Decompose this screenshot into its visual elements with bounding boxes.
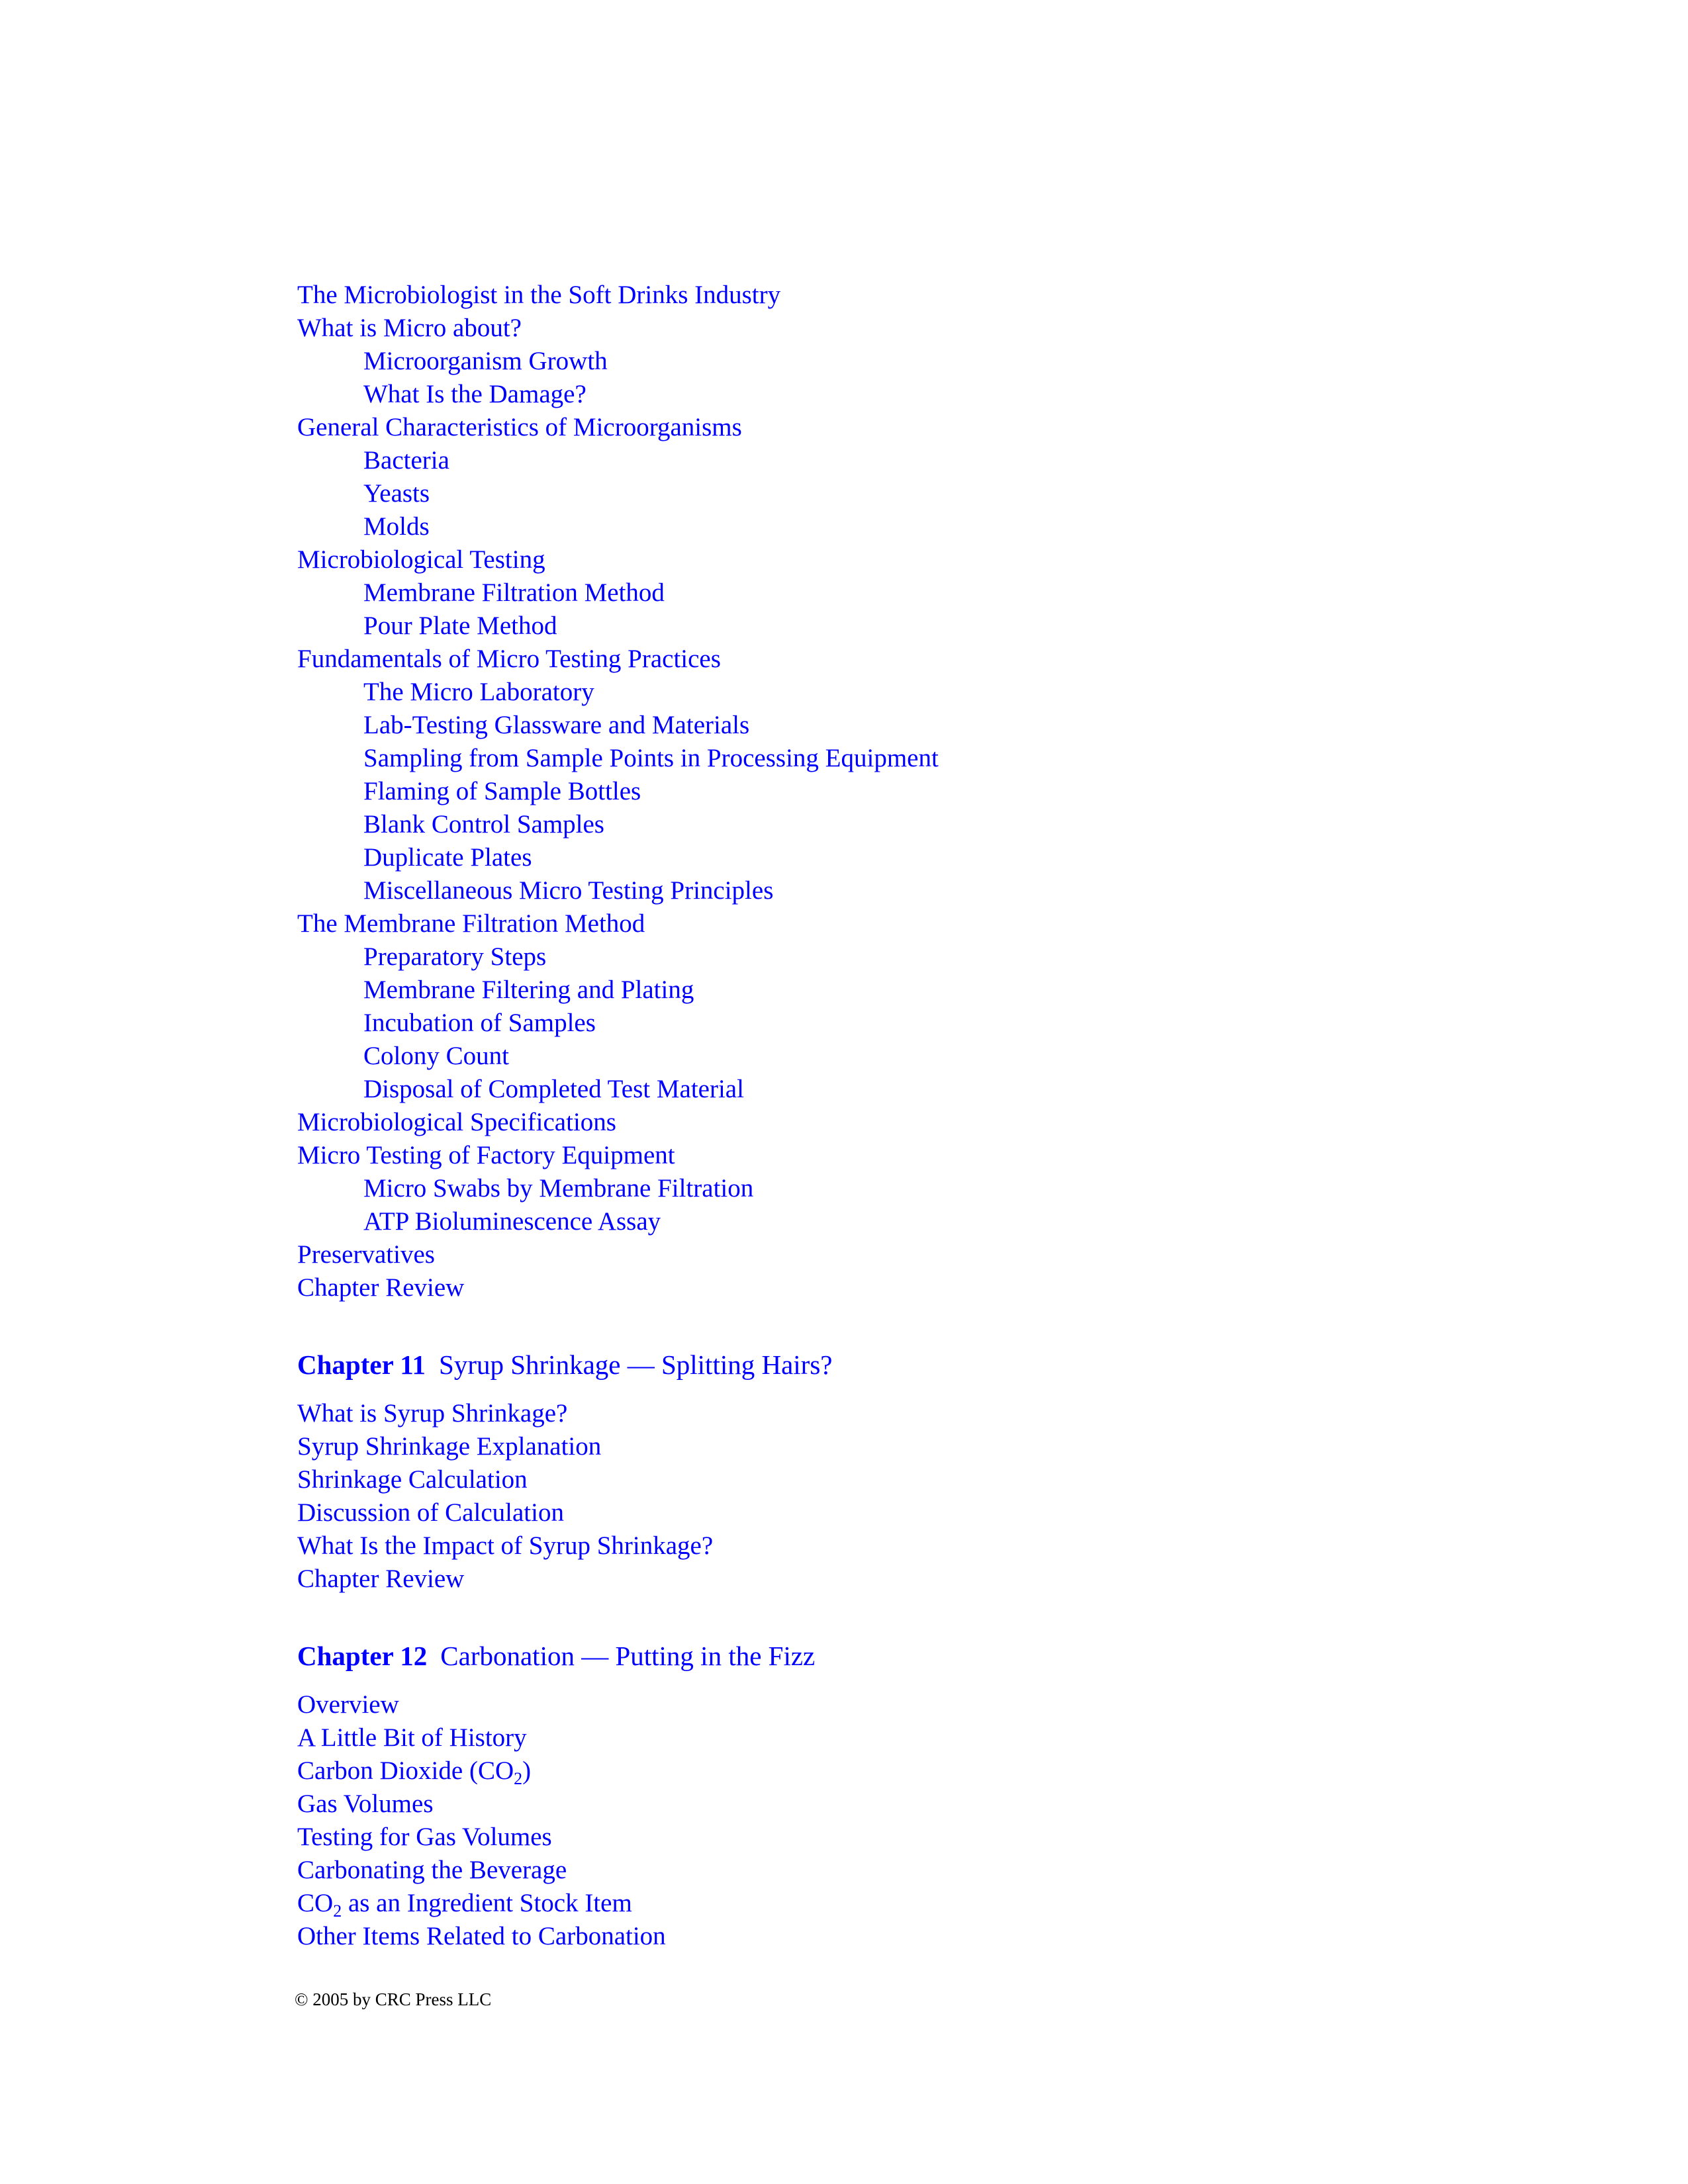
toc-entry[interactable]: Molds [363,512,430,541]
toc-entry[interactable]: Miscellaneous Micro Testing Principles [363,876,774,905]
chapter-12-title: Carbonation — Putting in the Fizz [440,1641,816,1671]
toc-entry[interactable]: General Characteristics of Microorganisms [297,413,742,441]
toc-entry[interactable]: Micro Swabs by Membrane Filtration [363,1174,754,1203]
toc-entry[interactable]: Discussion of Calculation [297,1498,564,1527]
toc-entry[interactable]: Incubation of Samples [363,1009,596,1037]
toc-entry[interactable]: Lab-Testing Glassware and Materials [363,711,750,739]
toc-entry-carbonating-beverage[interactable]: Carbonating the Beverage [297,1856,567,1884]
toc-entry-overview[interactable]: Overview [297,1690,399,1719]
toc-entry[interactable]: ATP Bioluminescence Assay [363,1207,661,1236]
toc-entry[interactable]: The Membrane Filtration Method [297,909,645,938]
toc-entry-carbon-dioxide[interactable]: Carbon Dioxide $(CO_2)$ [297,1756,532,1788]
toc-entry[interactable]: Micro Testing of Factory Equipment [297,1141,675,1169]
toc-entry[interactable]: Fundamentals of Micro Testing Practices [297,645,721,673]
toc-entry-history[interactable]: A Little Bit of History [297,1723,527,1752]
toc-entry[interactable]: Chapter Review [297,1565,465,1593]
chapter-11-heading[interactable] [297,1348,1555,1381]
toc-section-chapter-12 [297,1688,1555,1953]
toc-entry[interactable]: Duplicate Plates [363,843,532,872]
toc-entry[interactable]: Bacteria [363,446,449,475]
toc-entry[interactable]: Syrup Shrinkage Explanation [297,1432,602,1461]
toc-entry[interactable]: The Microbiologist in the Soft Drinks Industry [297,281,781,309]
toc-entry[interactable]: Microbiological Specifications [297,1108,616,1136]
toc-entry[interactable]: Blank Control Samples [363,810,604,839]
toc-entry[interactable]: Membrane Filtration Method [363,578,665,607]
toc-entry[interactable]: Chapter Review [297,1273,465,1302]
toc-entry[interactable]: Colony Count [363,1042,509,1070]
toc-section-chapter-11 [297,1397,1555,1596]
toc-entry[interactable]: Microorganism Growth [363,347,608,375]
toc-entry[interactable]: Yeasts [363,479,430,508]
chapter-12-heading[interactable] [297,1639,1555,1672]
toc-entry[interactable]: Sampling from Sample Points in Processing Equipment [363,744,939,772]
toc-entry[interactable]: What Is the Impact of Syrup Shrinkage? [297,1531,714,1560]
chapter-11-title: Syrup Shrinkage — Splitting Hairs? [439,1349,833,1380]
toc-entry[interactable]: Flaming of Sample Bottles [363,777,641,805]
table-of-contents [297,279,1555,1953]
toc-entry[interactable]: Preparatory Steps [363,942,547,971]
toc-entry-other-items[interactable]: Other Items Related to Carbonation [297,1922,666,1950]
toc-entry[interactable]: What Is the Damage? [363,380,586,408]
chapter-12-number: Chapter 12 [297,1641,428,1671]
toc-section-chapter-10 [297,279,1555,1304]
toc-entry[interactable]: What is Micro about? [297,314,522,342]
toc-entry-gas-volumes[interactable]: Gas Volumes [297,1790,434,1818]
toc-entry[interactable]: Disposal of Completed Test Material [363,1075,744,1103]
toc-entry-testing-gas-volumes[interactable]: Testing for Gas Volumes [297,1823,552,1851]
toc-entry[interactable]: Microbiological Testing [297,545,545,574]
chapter-11-number: Chapter 11 [297,1349,426,1380]
toc-entry-co2-stock-item[interactable]: $CO_2$ as an Ingredient Stock Item [297,1889,632,1921]
toc-entry[interactable]: The Micro Laboratory [363,678,594,706]
toc-entry[interactable]: Pour Plate Method [363,612,557,640]
toc-entry[interactable]: What is Syrup Shrinkage? [297,1399,568,1428]
toc-entry[interactable]: Shrinkage Calculation [297,1465,528,1494]
toc-entry[interactable]: Membrane Filtering and Plating [363,976,694,1004]
toc-entry[interactable]: Preservatives [297,1240,435,1269]
copyright-footer: © 2005 by CRC Press LLC [295,1989,492,2009]
